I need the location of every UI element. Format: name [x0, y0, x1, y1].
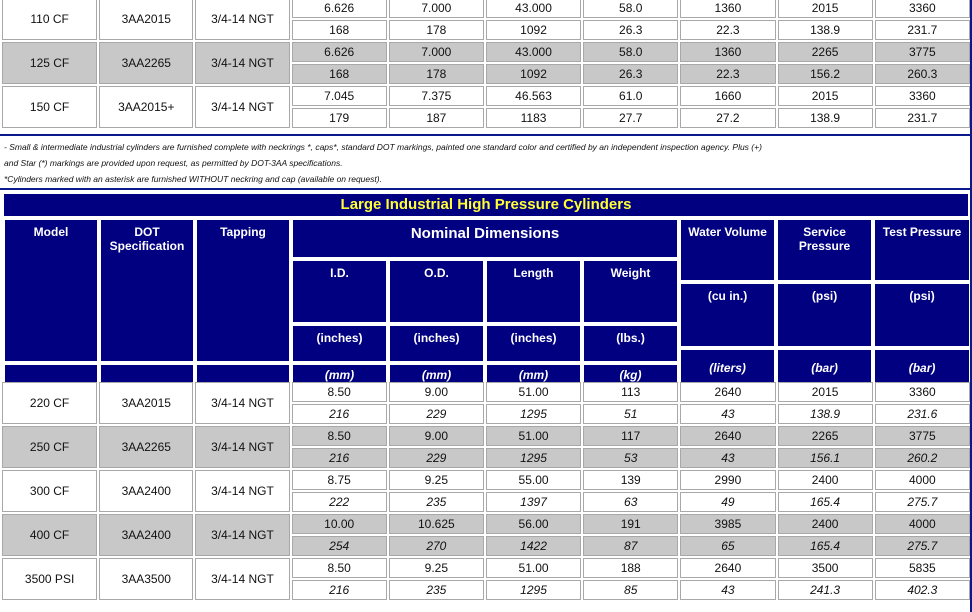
metric-value-cell: 216 [292, 580, 387, 600]
value-cell: 61.0 [583, 86, 678, 106]
value-cell: 139 [583, 470, 678, 490]
header-unit-inches-od: (inches) [389, 325, 484, 362]
dot-spec-cell: 3AA2400 [99, 470, 193, 512]
metric-value-cell: 156.1 [778, 448, 873, 468]
value-cell: 4000 [875, 470, 970, 490]
value-cell: 9.25 [389, 558, 484, 578]
value-cell: 5835 [875, 558, 970, 578]
value-cell: 1660 [680, 86, 775, 106]
metric-value-cell: 165.4 [778, 536, 873, 556]
metric-value-cell: 27.7 [583, 108, 678, 128]
value-cell: 2640 [680, 558, 775, 578]
footnote-line-3: *Cylinders marked with an asterisk are furnished WITHOUT neckring and cap (available on request). [4, 174, 382, 184]
tapping-cell: 3/4-14 NGT [195, 0, 289, 40]
metric-value-cell: 216 [292, 448, 387, 468]
table-row [2, 470, 970, 490]
header-tapping [196, 219, 290, 362]
value-cell: 58.0 [583, 0, 678, 18]
value-cell: 188 [583, 558, 678, 578]
value-cell: 8.75 [292, 470, 387, 490]
value-cell: 4000 [875, 514, 970, 534]
value-cell: 8.50 [292, 558, 387, 578]
value-cell: 9.00 [389, 426, 484, 446]
header-unit-kg: (kg) [583, 364, 678, 386]
value-cell: 2015 [778, 0, 873, 18]
header-unit-psi-service: (psi) [777, 283, 872, 347]
metric-value-cell: 241.3 [778, 580, 873, 600]
metric-value-cell: 178 [389, 20, 484, 40]
tapping-cell: 3/4-14 NGT [195, 558, 289, 600]
value-cell: 6.626 [292, 0, 387, 18]
metric-value-cell: 178 [389, 64, 484, 84]
value-cell: 7.375 [389, 86, 484, 106]
dot-spec-cell: 3AA2265 [99, 426, 193, 468]
table-row [2, 0, 970, 18]
header-service-line2: Pressure [798, 239, 851, 253]
value-cell: 51.00 [486, 382, 581, 402]
header-od: O.D. [389, 260, 484, 323]
tapping-cell: 3/4-14 NGT [195, 382, 289, 424]
metric-value-cell: 85 [583, 580, 678, 600]
value-cell: 46.563 [486, 86, 581, 106]
table-row [2, 42, 970, 62]
metric-value-cell: 138.9 [778, 108, 873, 128]
value-cell: 2400 [778, 470, 873, 490]
metric-value-cell: 22.3 [680, 20, 775, 40]
metric-value-cell: 1092 [486, 64, 581, 84]
metric-value-cell: 179 [292, 108, 387, 128]
metric-value-cell: 168 [292, 64, 387, 84]
metric-value-cell: 168 [292, 20, 387, 40]
value-cell: 2640 [680, 426, 775, 446]
tapping-cell: 3/4-14 NGT [195, 426, 289, 468]
header-unit-inches-id: (inches) [292, 325, 387, 362]
value-cell: 1360 [680, 42, 775, 62]
tapping-cell: 3/4-14 NGT [195, 470, 289, 512]
dot-spec-cell: 3AA2400 [99, 514, 193, 556]
header-unit-mm-od: (mm) [389, 364, 484, 386]
value-cell: 56.00 [486, 514, 581, 534]
value-cell: 3360 [875, 0, 970, 18]
dot-spec-cell: 3AA3500 [99, 558, 193, 600]
value-cell: 2640 [680, 382, 775, 402]
value-cell: 9.25 [389, 470, 484, 490]
metric-value-cell: 53 [583, 448, 678, 468]
metric-value-cell: 1422 [486, 536, 581, 556]
small-cylinders-table [0, 0, 972, 130]
header-dot-spec [100, 219, 194, 362]
value-cell: 3775 [875, 426, 970, 446]
table-row [2, 426, 970, 446]
value-cell: 7.000 [389, 42, 484, 62]
metric-value-cell: 275.7 [875, 492, 970, 512]
value-cell: 58.0 [583, 42, 678, 62]
value-cell: 10.00 [292, 514, 387, 534]
metric-value-cell: 63 [583, 492, 678, 512]
metric-value-cell: 402.3 [875, 580, 970, 600]
metric-value-cell: 235 [389, 492, 484, 512]
metric-value-cell: 1092 [486, 20, 581, 40]
metric-value-cell: 1397 [486, 492, 581, 512]
dot-spec-cell: 3AA2015 [99, 382, 193, 424]
metric-value-cell: 156.2 [778, 64, 873, 84]
metric-value-cell: 138.9 [778, 404, 873, 424]
metric-value-cell: 22.3 [680, 64, 775, 84]
header-id: I.D. [292, 260, 387, 323]
dot-spec-cell: 3AA2265 [99, 42, 193, 84]
header-unit-mm-length: (mm) [486, 364, 581, 386]
header-unit-psi-test: (psi) [874, 283, 970, 347]
value-cell: 7.000 [389, 0, 484, 18]
header-table [2, 217, 972, 388]
value-cell: 2015 [778, 86, 873, 106]
metric-value-cell: 165.4 [778, 492, 873, 512]
metric-value-cell: 87 [583, 536, 678, 556]
header-unit-liters: (liters) [680, 349, 775, 386]
value-cell: 43.000 [486, 42, 581, 62]
metric-value-cell: 65 [680, 536, 775, 556]
value-cell: 113 [583, 382, 678, 402]
model-cell: 300 CF [2, 470, 97, 512]
metric-value-cell: 231.7 [875, 108, 970, 128]
model-cell: 220 CF [2, 382, 97, 424]
footnote-line-2: and Star (*) markings are provided upon request, as permitted by DOT-3AA specifications. [4, 158, 343, 168]
metric-value-cell: 138.9 [778, 20, 873, 40]
value-cell: 3360 [875, 86, 970, 106]
value-cell: 3360 [875, 382, 970, 402]
header-model-label: Model [33, 225, 69, 239]
tapping-cell: 3/4-14 NGT [195, 42, 289, 84]
metric-value-cell: 222 [292, 492, 387, 512]
metric-value-cell: 216 [292, 404, 387, 424]
metric-value-cell: 43 [680, 404, 775, 424]
value-cell: 8.50 [292, 382, 387, 402]
value-cell: 55.00 [486, 470, 581, 490]
header-model [4, 219, 98, 362]
model-cell: 125 CF [2, 42, 97, 84]
header-unit-bar-service: (bar) [777, 349, 872, 386]
value-cell: 10.625 [389, 514, 484, 534]
tapping-cell: 3/4-14 NGT [195, 514, 289, 556]
table-row [2, 86, 970, 106]
value-cell: 3775 [875, 42, 970, 62]
header-unit-cu-in: (cu in.) [680, 283, 775, 347]
header-tapping-label: Tapping [220, 225, 266, 239]
metric-value-cell: 260.3 [875, 64, 970, 84]
header-length: Length [486, 260, 581, 323]
table-row [2, 382, 970, 402]
value-cell: 2265 [778, 42, 873, 62]
metric-value-cell: 43 [680, 580, 775, 600]
value-cell: 117 [583, 426, 678, 446]
header-service-pressure [777, 219, 872, 281]
header-weight: Weight [583, 260, 678, 323]
metric-value-cell: 26.3 [583, 64, 678, 84]
header-service-line1: Service [803, 225, 846, 239]
footnote-line-1: - Small & intermediate industrial cylinders are furnished complete with neckrings *, caps*, standard DOT markings, painted one standard color and certified by an independent inspection agency. Plus (+) [4, 142, 762, 152]
metric-value-cell: 43 [680, 448, 775, 468]
model-cell: 150 CF [2, 86, 97, 128]
metric-value-cell: 260.2 [875, 448, 970, 468]
footnotes [0, 134, 970, 190]
header-dot-line2: Specification [109, 239, 185, 253]
metric-value-cell: 275.7 [875, 536, 970, 556]
model-cell: 250 CF [2, 426, 97, 468]
value-cell: 9.00 [389, 382, 484, 402]
metric-value-cell: 231.6 [875, 404, 970, 424]
model-cell: 400 CF [2, 514, 97, 556]
metric-value-cell: 49 [680, 492, 775, 512]
large-cylinders-table [0, 380, 972, 602]
metric-value-cell: 1295 [486, 404, 581, 424]
metric-value-cell: 1295 [486, 448, 581, 468]
tapping-cell: 3/4-14 NGT [195, 86, 289, 128]
metric-value-cell: 229 [389, 404, 484, 424]
section-title: Large Industrial High Pressure Cylinders [4, 194, 968, 216]
model-cell: 3500 PSI [2, 558, 97, 600]
value-cell: 51.00 [486, 558, 581, 578]
metric-value-cell: 231.7 [875, 20, 970, 40]
value-cell: 191 [583, 514, 678, 534]
model-cell: 110 CF [2, 0, 97, 40]
value-cell: 51.00 [486, 426, 581, 446]
header-unit-lbs: (lbs.) [583, 325, 678, 362]
value-cell: 43.000 [486, 0, 581, 18]
value-cell: 2015 [778, 382, 873, 402]
value-cell: 2265 [778, 426, 873, 446]
metric-value-cell: 187 [389, 108, 484, 128]
table-row [2, 514, 970, 534]
value-cell: 1360 [680, 0, 775, 18]
value-cell: 6.626 [292, 42, 387, 62]
metric-value-cell: 27.2 [680, 108, 775, 128]
metric-value-cell: 229 [389, 448, 484, 468]
header-water-volume: Water Volume [680, 219, 775, 281]
value-cell: 3985 [680, 514, 775, 534]
header-unit-bar-test: (bar) [874, 349, 970, 386]
header-unit-mm-id: (mm) [292, 364, 387, 386]
header-nominal-dimensions: Nominal Dimensions [292, 219, 678, 258]
value-cell: 3500 [778, 558, 873, 578]
value-cell: 2990 [680, 470, 775, 490]
value-cell: 2400 [778, 514, 873, 534]
metric-value-cell: 26.3 [583, 20, 678, 40]
metric-value-cell: 254 [292, 536, 387, 556]
value-cell: 7.045 [292, 86, 387, 106]
dot-spec-cell: 3AA2015+ [99, 86, 193, 128]
header-test-pressure: Test Pressure [874, 219, 970, 281]
dot-spec-cell: 3AA2015 [99, 0, 193, 40]
metric-value-cell: 51 [583, 404, 678, 424]
metric-value-cell: 235 [389, 580, 484, 600]
metric-value-cell: 1295 [486, 580, 581, 600]
metric-value-cell: 270 [389, 536, 484, 556]
header-dot-line1: DOT [134, 225, 160, 239]
header-unit-inches-length: (inches) [486, 325, 581, 362]
metric-value-cell: 1183 [486, 108, 581, 128]
value-cell: 8.50 [292, 426, 387, 446]
table-row [2, 558, 970, 578]
